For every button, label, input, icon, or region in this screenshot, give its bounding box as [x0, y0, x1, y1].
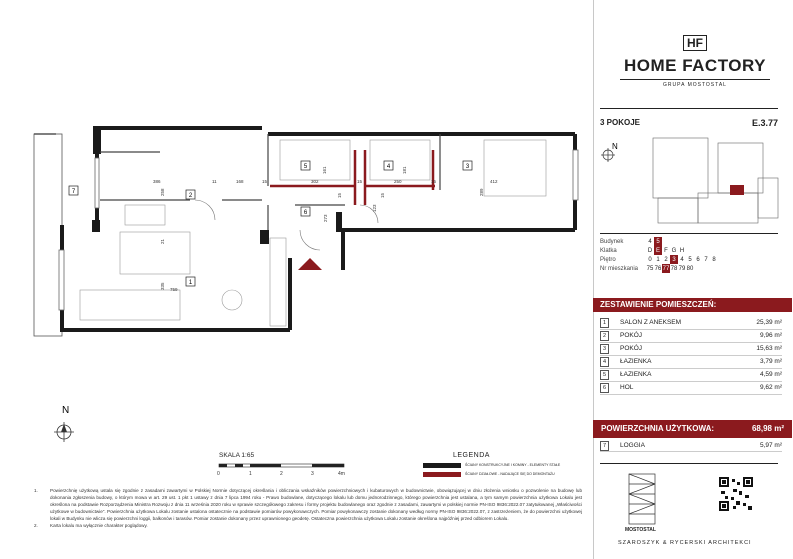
svg-text:6: 6: [303, 210, 308, 216]
architects-credit: SZAROSZYK & RYCERSKI ARCHITEKCI: [618, 540, 752, 546]
dim-label: 161: [322, 166, 327, 174]
note-text: Powierzchnię użytkową ustala się zgodnie z zasadami zawartymi w Polskiej Normie dotyczącej określania i obliczania wskaźników powierzchniowych i kubaturowych w budownictwie, obowiązującej w dniu złożenia wniosku o pozwolenie na budowę lub dokonania zgłoszenia budowy, o którym mowa w art. 29 ust. 1 pkt 1 ustawy z dnia 7 lipca 1994 roku - Prawo budowlane, dotyczącego lokalu lub domu jednorodzinnego, którego powierzchnia jest ustalana, a tym samym powierzchnia użytkowa Lokalu jest określona na podstawie Rozporządzenia Ministra Rozwoju z dnia 11 września 2020 roku w sprawie szczegółowego zakresu i formy projektu budowlanego oraz zgodnie z zasadami, zawartymi w polskiej normie PN-ISO 9836:2022.07 zatytułowanej „Właściwości użytkowe w budownictwie”. Powierzchnia użytkowa Lokalu zostanie ustalona ostatecznie na podstawie pomiarów powykonawczych. Pomiar powykonawczy zostanie dokonany według normy PN-ISO 9836:2022.07, z zastrzeżeniem, że do powierzchni użytkowej lokali w Budynku nie wlicza się powierzchni loggii, balkonów i tarasów. Pomiar zostanie dokonany przez uprawnionego geodetę. Ostateczna powierzchnia użytkowa Lokalu zostanie określona najpóźniej przed odbiorem Lokalu.: [50, 488, 582, 521]
scale-tick: 4m: [338, 471, 345, 477]
divider: [600, 108, 778, 109]
total-area-value: 68,98 m²: [751, 424, 784, 433]
room-row: 2 POKÓJ 9,96 m²: [600, 330, 782, 343]
dim-label: 181: [402, 166, 407, 174]
total-area-bar: [593, 420, 792, 438]
scale-tick: 3: [311, 471, 314, 477]
dim-label: 302: [311, 179, 319, 184]
total-area-label: POWIERZCHNIA UŻYTKOWA:: [601, 424, 715, 433]
entrance-arrow: [298, 258, 322, 270]
room-label-6: [301, 207, 310, 216]
dim-label: 11: [212, 179, 217, 184]
scale-title: SKALA 1:65: [219, 452, 255, 459]
qr-code[interactable]: [719, 477, 753, 511]
brand-name: HOME FACTORY: [623, 56, 766, 75]
loggia-row: 7 LOGGIA 5,97 m²: [600, 440, 782, 452]
dim-label: 15: [337, 192, 342, 198]
dim-label: 15: [262, 179, 268, 184]
note-number: 1.: [34, 488, 38, 493]
apartment-header: [600, 118, 778, 130]
svg-text:2: 2: [188, 193, 193, 199]
dim-label: 250: [394, 179, 402, 184]
label-nr: Nr mieszkania: [600, 265, 639, 272]
dim-label: 412: [490, 179, 498, 184]
room-label-5: [301, 161, 310, 170]
dim-label: 386: [153, 179, 161, 184]
svg-text:4: 4: [386, 164, 391, 170]
svg-text:N: N: [62, 405, 70, 416]
apartment-type: 3 POKOJE: [600, 118, 641, 127]
legend-label-partition: ŚCIANY DZIAŁOWE - NADAJĄCE SIĘ DO DEMONTAŻU: [465, 472, 555, 476]
svg-text:N: N: [612, 142, 618, 151]
apartment-code: E.3.77: [751, 118, 778, 128]
scale-tick: 0: [217, 471, 220, 477]
dim-label: 168: [236, 179, 244, 184]
divider: [600, 233, 778, 234]
label-klatka: Klatka: [600, 247, 617, 254]
site-map: [598, 138, 783, 233]
note-number: 2.: [34, 523, 38, 528]
compass: [54, 405, 74, 442]
dim-label: 273: [323, 214, 328, 222]
mostostal-logo: [626, 470, 660, 526]
scale-tick: 1: [249, 471, 252, 477]
brand-badge: HF: [683, 35, 707, 51]
label-pietro: Piętro: [600, 256, 616, 263]
partition-walls: [270, 150, 435, 205]
svg-text:7: 7: [71, 189, 76, 195]
room-label-1: [186, 277, 195, 286]
room-row: 6 HOL 9,62 m²: [600, 382, 782, 395]
room-label-4: [384, 161, 393, 170]
legend-swatch-partition: [423, 472, 461, 477]
scale-bar: [219, 464, 344, 467]
room-row: 5 ŁAZIENKA 4,59 m²: [600, 369, 782, 382]
dim-label: 21: [160, 238, 165, 244]
room-row: 4 ŁAZIENKA 3,79 m²: [600, 356, 782, 369]
dim-label: 289: [479, 188, 484, 196]
dim-label: 15: [357, 179, 363, 184]
rooms-section-title: ZESTAWIENIE POMIESZCZEŃ:: [593, 298, 792, 312]
rooms-list: [600, 317, 782, 395]
mostostal-label: MOSTOSTAL: [625, 527, 656, 533]
svg-text:1: 1: [188, 280, 193, 286]
room-row: 3 POKÓJ 15,63 m²: [600, 343, 782, 356]
legend-swatch-structural: [423, 463, 461, 468]
brand-subtitle: GRUPA MOSTOSTAL: [663, 82, 727, 88]
room-row: 1 SALON Z ANEKSEM 25,39 m²: [600, 317, 782, 330]
loggia-outline: [34, 134, 62, 336]
label-budynek: Budynek: [600, 238, 624, 245]
dim-label: 15: [380, 192, 385, 198]
note-text: Karta lokalu ma wyłącznie charakter poglądowy.: [50, 523, 148, 528]
room-label-2: [186, 190, 195, 199]
brand-logo: [620, 33, 770, 97]
dim-label: 759: [170, 287, 178, 292]
svg-text:5: 5: [303, 164, 308, 170]
dim-label: 15: [431, 179, 437, 184]
room-label-3: [463, 161, 472, 170]
legend-title: LEGENDA: [453, 452, 490, 459]
notes: [34, 487, 582, 529]
structural-walls: [62, 128, 575, 330]
scale-tick: 2: [280, 471, 283, 477]
building-info-table: Budynek 4 5 Klatka D E F G H Piętro 0 1 2 3 4 5 6 7 8 Nr mieszkania 75 76 77 78 79 80: [600, 238, 716, 272]
divider: [600, 463, 778, 464]
svg-text:3: 3: [465, 164, 470, 170]
legend-label-structural: ŚCIANY KONSTRUKCYJNE I KOMINY - ELEMENTY STAŁE: [465, 463, 561, 467]
dim-label: 123: [372, 204, 377, 212]
room-label-7: [69, 186, 78, 195]
dim-label: 258: [160, 188, 165, 196]
dim-label: 335: [160, 282, 165, 290]
